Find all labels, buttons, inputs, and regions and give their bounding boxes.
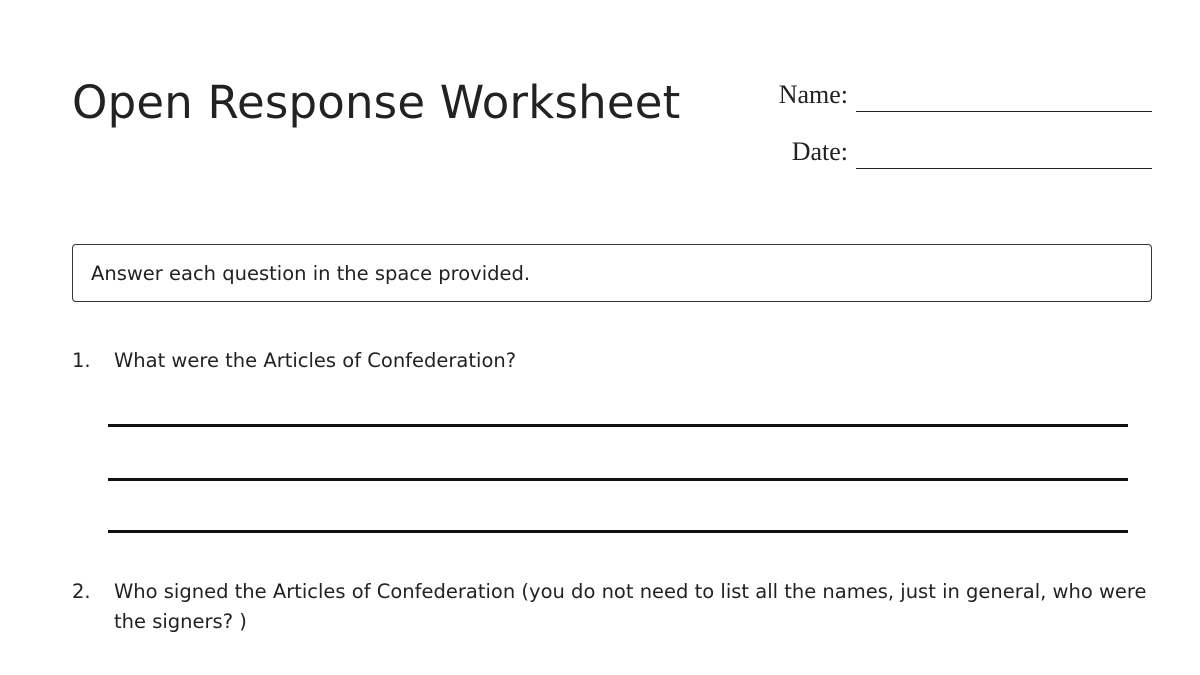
date-blank-line[interactable]: [856, 168, 1152, 169]
question-text: What were the Articles of Confederation?: [114, 349, 517, 372]
instructions-box: [72, 244, 1152, 302]
page-title: Open Response Worksheet: [72, 76, 681, 129]
date-label: Date:: [791, 137, 848, 166]
answer-line-1[interactable]: [108, 424, 1128, 427]
name-field-row: [760, 78, 1152, 112]
question-number: 1.: [72, 349, 91, 372]
question-number: 2.: [72, 580, 91, 603]
name-label: Name:: [778, 80, 848, 109]
question-text: Who signed the Articles of Confederation (you do not need to list all the names, just in general, who were the signers? ): [114, 580, 1147, 633]
question-1: [72, 346, 1152, 376]
date-field-row: [760, 135, 1152, 169]
answer-line-2[interactable]: [108, 478, 1128, 481]
name-blank-line[interactable]: [856, 111, 1152, 112]
question-2: [72, 577, 1152, 637]
answer-line-3[interactable]: [108, 530, 1128, 533]
instructions-text: Answer each question in the space provided.: [91, 261, 531, 285]
